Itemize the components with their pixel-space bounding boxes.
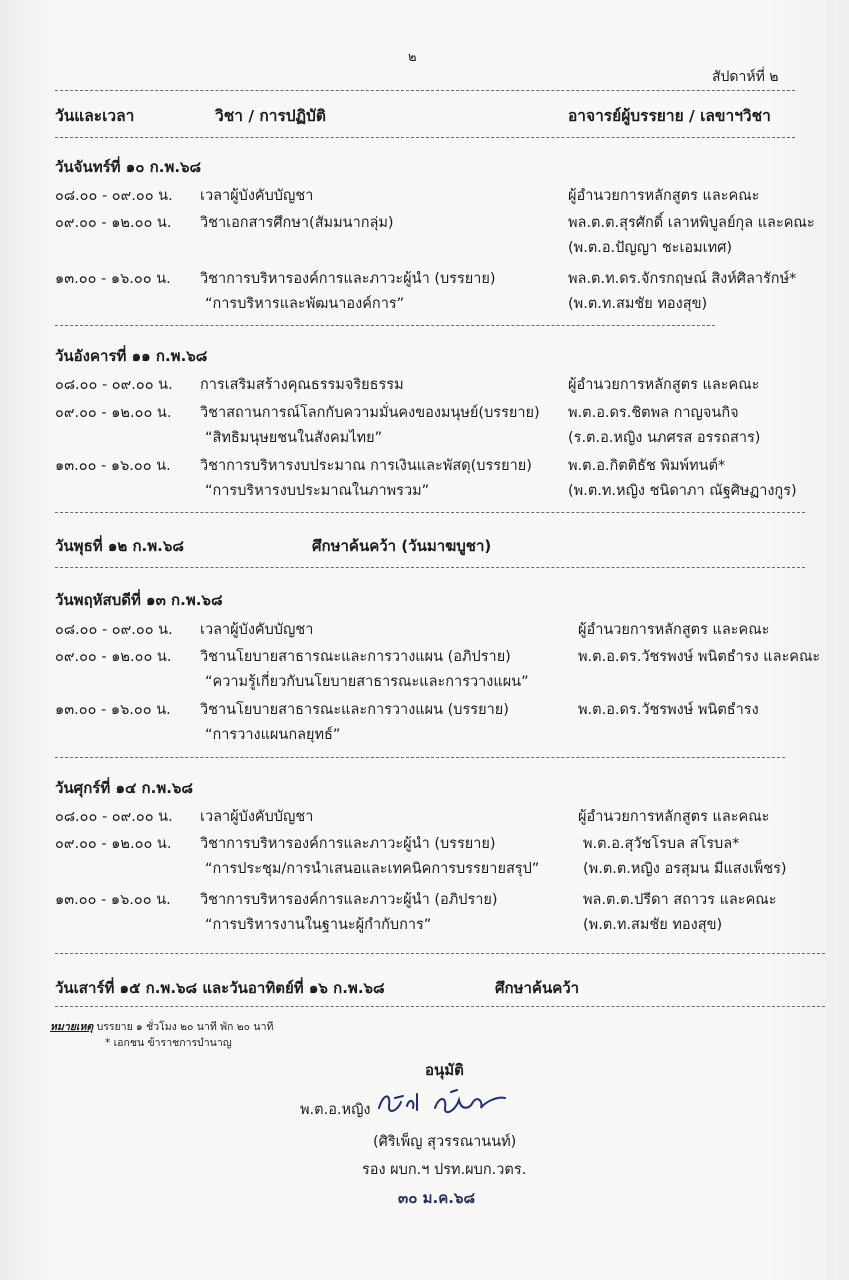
- divider: [55, 953, 825, 954]
- time-slot: ๑๓.๐๐ - ๑๖.๐๐ น.: [55, 892, 171, 908]
- week-label: สัปดาห์ที่ ๒: [712, 69, 779, 85]
- secretary: (พ.ต.อ.ปัญญา ชะเอมเทศ): [568, 240, 733, 256]
- note-line-2: * เอกชน ข้าราชการบำนาญ: [105, 1037, 232, 1049]
- approval-date: ๓๐ ม.ค.๖๘: [398, 1189, 476, 1207]
- topic: “การบริหารงานในฐานะผู้กำกับการ”: [205, 917, 432, 933]
- time-slot: ๐๘.๐๐ - ๐๙.๐๐ น.: [55, 622, 173, 638]
- instructor: ผู้อำนวยการหลักสูตร และคณะ: [568, 377, 760, 393]
- subject: วิชาการบริหารองค์การและภาวะผู้นำ (อภิปราย): [200, 892, 498, 908]
- approval-heading: อนุมัติ: [425, 1061, 464, 1079]
- time-slot: ๐๘.๐๐ - ๐๙.๐๐ น.: [55, 809, 173, 825]
- subject: วิชานโยบายสาธารณะและการวางแผน (อภิปราย): [200, 649, 511, 665]
- approver-rank: พ.ต.อ.หญิง: [300, 1102, 371, 1118]
- subject: เวลาผู้บังคับบัญชา: [200, 809, 314, 825]
- instructor: พ.ต.อ.ดร.ชิตพล กาญจนกิจ: [568, 405, 739, 421]
- secretary: (พ.ต.ท.หญิง ชนิดาภา ณัฐศิษฏางกูร): [568, 483, 797, 499]
- time-slot: ๐๙.๐๐ - ๑๒.๐๐ น.: [55, 405, 172, 421]
- instructor: พล.ต.ท.ดร.จักรกฤษณ์ สิงห์ศิลารักษ์*: [568, 271, 797, 287]
- day-title-friday: วันศุกร์ที่ ๑๔ ก.พ.๖๘: [55, 779, 194, 797]
- secretary: (พ.ต.ต.หญิง อรสุมน มีแสงเพ็ชร): [583, 861, 787, 877]
- day-title-wednesday: วันพุธที่ ๑๒ ก.พ.๖๘: [55, 537, 184, 555]
- instructor: พล.ต.ต.ปรีดา สถาวร และคณะ: [583, 892, 777, 908]
- divider: [55, 567, 805, 568]
- day-title-monday: วันจันทร์ที่ ๑๐ ก.พ.๖๘: [55, 158, 202, 176]
- divider: [55, 512, 805, 513]
- secretary: (ร.ต.อ.หญิง นภศรส อรรถสาร): [568, 430, 761, 446]
- secretary: (พ.ต.ท.สมชัย ทองสุข): [583, 917, 723, 933]
- topic: “การบริหารงบประมาณในภาพรวม”: [205, 483, 430, 499]
- time-slot: ๐๙.๐๐ - ๑๒.๐๐ น.: [55, 215, 172, 231]
- subject: วิชาสถานการณ์โลกกับความมั่นคงของมนุษย์(บรรยาย): [200, 405, 540, 421]
- instructor: พ.ต.อ.สุวัชโรบล สโรบล*: [583, 836, 740, 852]
- subject: เวลาผู้บังคับบัญชา: [200, 188, 314, 204]
- page-number: ๒: [408, 50, 417, 65]
- day-title-tuesday: วันอังคารที่ ๑๑ ก.พ.๖๘: [55, 347, 208, 365]
- divider: [55, 325, 715, 326]
- time-slot: ๑๓.๐๐ - ๑๖.๐๐ น.: [55, 702, 171, 718]
- divider: [55, 1006, 825, 1007]
- topic: “การวางแผนกลยุทธ์”: [205, 727, 341, 743]
- day-title-thursday: วันพฤหัสบดีที่ ๑๓ ก.พ.๖๘: [55, 591, 223, 609]
- time-slot: ๐๙.๐๐ - ๑๒.๐๐ น.: [55, 836, 172, 852]
- subject: วิชานโยบายสาธารณะและการวางแผน (บรรยาย): [200, 702, 509, 718]
- approver-position: รอง ผบก.ฯ ปรท.ผบก.วตร.: [362, 1162, 527, 1178]
- day-activity: ศึกษาค้นคว้า (วันมาฆบูชา): [312, 537, 492, 555]
- time-slot: ๑๓.๐๐ - ๑๖.๐๐ น.: [55, 271, 171, 287]
- time-slot: ๑๓.๐๐ - ๑๖.๐๐ น.: [55, 458, 171, 474]
- note-label: หมายเหตุ: [50, 1021, 94, 1033]
- time-slot: ๐๘.๐๐ - ๐๙.๐๐ น.: [55, 377, 173, 393]
- instructor: พ.ต.อ.ดร.วัชรพงษ์ พนิตธำรง: [578, 702, 759, 718]
- note: [50, 1018, 273, 1035]
- note-line-1: บรรยาย ๑ ชั่วโมง ๒๐ นาที พัก ๒๐ นาที: [96, 1021, 274, 1033]
- subject: วิชาเอกสารศึกษา(สัมมนากลุ่ม): [200, 215, 394, 231]
- topic: “การประชุม/การนำเสนอและเทคนิคการบรรยายสรุป”: [205, 861, 540, 877]
- divider: [55, 137, 795, 138]
- instructor: ผู้อำนวยการหลักสูตร และคณะ: [578, 622, 770, 638]
- secretary: (พ.ต.ท.สมชัย ทองสุข): [568, 296, 708, 312]
- time-slot: ๐๙.๐๐ - ๑๒.๐๐ น.: [55, 649, 172, 665]
- time-slot: ๐๘.๐๐ - ๐๙.๐๐ น.: [55, 188, 173, 204]
- header-time: วันและเวลา: [55, 107, 135, 125]
- divider: [55, 90, 795, 91]
- topic: “ความรู้เกี่ยวกับนโยบายสาธารณะและการวางแผน”: [205, 674, 529, 690]
- day-activity: ศึกษาค้นคว้า: [495, 979, 580, 997]
- topic: “สิทธิมนุษยชนในสังคมไทย”: [205, 430, 383, 446]
- instructor: พล.ต.ต.สุรศักดิ์ เลาหพิบูลย์กุล และคณะ: [568, 215, 815, 231]
- subject: วิชาการบริหารงบประมาณ การเงินและพัสดุ(บรรยาย): [200, 458, 532, 474]
- handwritten-signature: [373, 1086, 523, 1122]
- instructor: ผู้อำนวยการหลักสูตร และคณะ: [568, 188, 760, 204]
- day-title-weekend: วันเสาร์ที่ ๑๕ ก.พ.๖๘ และวันอาทิตย์ที่ ๑๖ ก.พ.๖๘: [55, 979, 385, 997]
- topic: “การบริหารและพัฒนาองค์การ”: [205, 296, 405, 312]
- subject: การเสริมสร้างคุณธรรมจริยธรรม: [200, 377, 404, 393]
- approver-name: (ศิริเพ็ญ สุวรรณานนท์): [373, 1134, 517, 1150]
- subject: วิชาการบริหารองค์การและภาวะผู้นำ (บรรยาย): [200, 836, 496, 852]
- instructor: พ.ต.อ.ดร.วัชรพงษ์ พนิตธำรง และคณะ: [578, 649, 821, 665]
- subject: วิชาการบริหารองค์การและภาวะผู้นำ (บรรยาย): [200, 271, 496, 287]
- header-subject: วิชา / การปฏิบัติ: [215, 107, 326, 125]
- header-instructor: อาจารย์ผู้บรรยาย / เลขาฯวิชา: [568, 107, 771, 125]
- instructor: พ.ต.อ.กิตติธัช พิมพ์ทนต์*: [568, 458, 726, 474]
- instructor: ผู้อำนวยการหลักสูตร และคณะ: [578, 809, 770, 825]
- subject: เวลาผู้บังคับบัญชา: [200, 622, 314, 638]
- divider: [55, 757, 785, 758]
